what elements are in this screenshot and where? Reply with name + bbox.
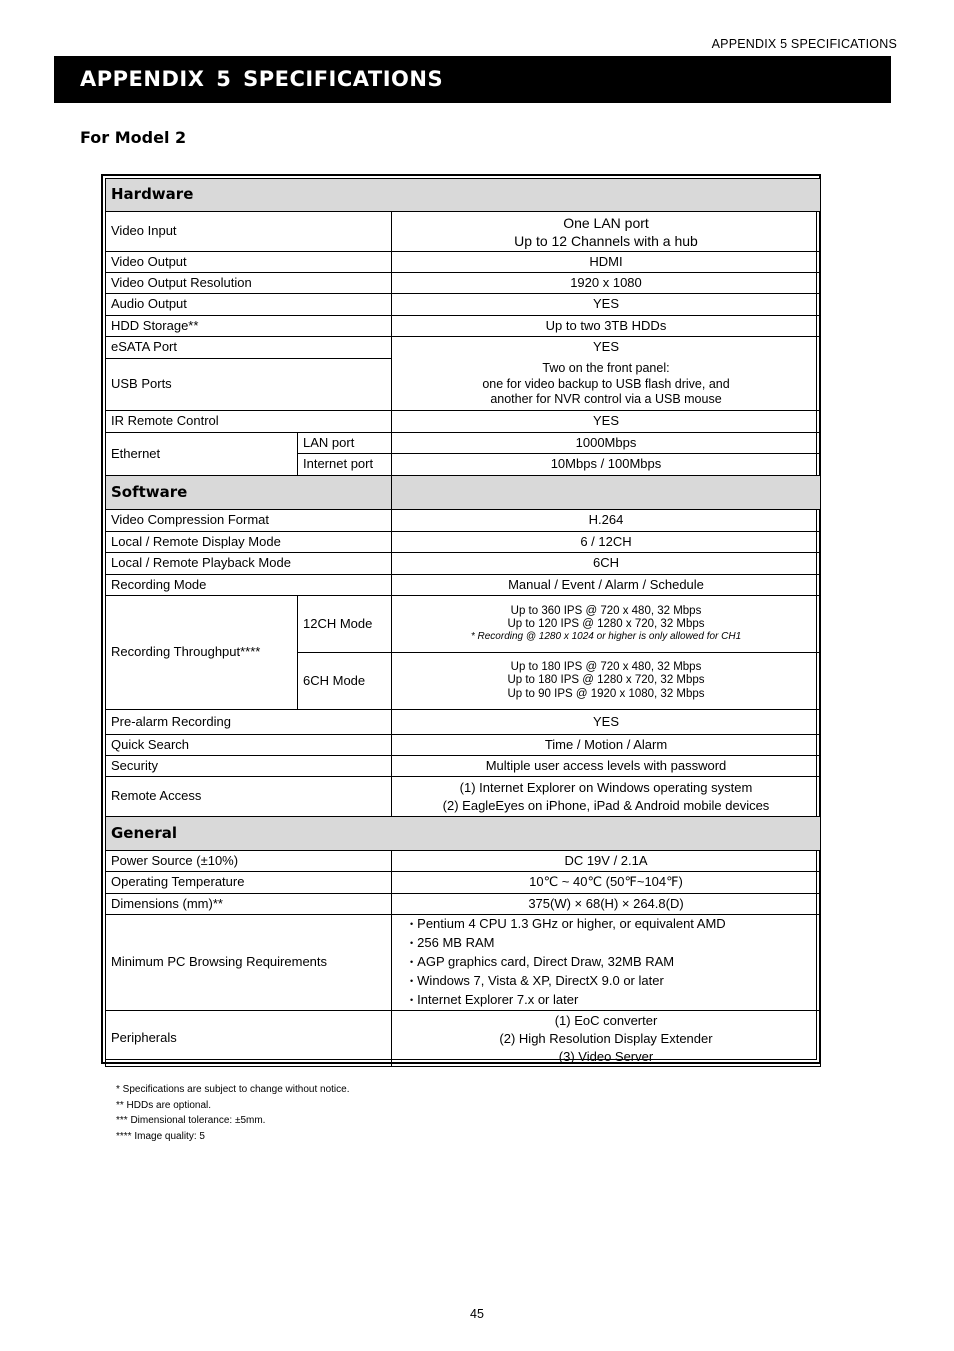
row-label: Security <box>106 756 392 777</box>
section-hardware <box>106 179 821 212</box>
row-label: Dimensions (mm)** <box>106 894 392 915</box>
row-value <box>392 1011 821 1067</box>
row-value: 1920 x 1080 <box>392 273 821 294</box>
section-general <box>106 817 821 851</box>
value-line: one for video backup to USB flash drive, and <box>482 376 730 391</box>
row-value: YES <box>392 411 821 433</box>
value-line: Two on the front panel: <box>542 361 670 375</box>
row-value: HDMI <box>392 252 821 273</box>
row-value: Multiple user access levels with password <box>392 756 821 777</box>
section-blank <box>392 476 821 510</box>
value-line: Up to 360 IPS @ 720 x 480, 32 Mbps <box>510 605 702 618</box>
row-value: DC 19V / 2.1A <box>392 851 821 872</box>
table-row <box>106 872 821 894</box>
table-row <box>106 411 821 433</box>
row-label: Quick Search <box>106 735 392 756</box>
row-label: Video Input <box>106 212 392 252</box>
value-line: (1) EoC converter <box>554 1012 658 1028</box>
list-item: • Windows 7, Vista & XP, DirectX 9.0 or later <box>410 972 815 991</box>
recording-note: * Recording @ 1280 x 1024 or higher is only allowed for CH1 <box>470 631 742 643</box>
table-row <box>106 1011 821 1067</box>
row-label: Video Output <box>106 252 392 273</box>
footnote: **** Image quality: 5 <box>116 1131 205 1143</box>
row-label: Recording Mode <box>106 575 392 596</box>
row-label: Local / Remote Display Mode <box>106 532 392 553</box>
row-label: Audio Output <box>106 294 392 316</box>
list-item: • AGP graphics card, Direct Draw, 32MB RAM <box>410 953 815 972</box>
row-label: Remote Access <box>106 777 392 817</box>
table-row <box>106 710 821 735</box>
table-row <box>106 212 821 252</box>
row-label: Peripherals <box>106 1011 392 1067</box>
page-title: APPENDIX 5 SPECIFICATIONS <box>80 67 444 91</box>
row-value: 6CH <box>392 553 821 575</box>
row-value <box>392 359 821 411</box>
value-line: (2) EagleEyes on iPhone, iPad & Android mobile devices <box>442 797 770 813</box>
row-label: Ethernet <box>106 433 298 476</box>
value-line: (2) High Resolution Display Extender <box>499 1030 713 1046</box>
row-value <box>392 915 821 1011</box>
row-label: Power Source (±10%) <box>106 851 392 872</box>
row-value: 10Mbps / 100Mbps <box>392 454 821 476</box>
row-label: Video Compression Format <box>106 510 392 532</box>
table-row <box>106 894 821 915</box>
row-value: Manual / Event / Alarm / Schedule <box>392 575 821 596</box>
table-row <box>106 532 821 553</box>
footnote: ** HDDs are optional. <box>116 1099 212 1111</box>
table-row <box>106 510 821 532</box>
table-row <box>106 294 821 316</box>
row-value <box>392 653 821 710</box>
table-row <box>106 596 821 653</box>
list-item: • 256 MB RAM <box>410 934 815 953</box>
table-row <box>106 273 821 294</box>
value-line: Up to 120 IPS @ 1280 x 720, 32 Mbps <box>507 618 705 631</box>
row-label: Pre-alarm Recording <box>106 710 392 735</box>
footnotes <box>116 1082 349 1145</box>
value-line: One LAN port <box>563 214 649 231</box>
section-heading: Software <box>106 476 392 510</box>
table-row <box>106 915 821 1011</box>
row-label: USB Ports <box>106 359 392 411</box>
sub-label: 6CH Mode <box>298 653 392 710</box>
row-label: IR Remote Control <box>106 411 392 433</box>
row-value: H.264 <box>392 510 821 532</box>
row-value: 10℃ ~ 40℃ (50℉~104℉) <box>392 872 821 894</box>
table-row <box>106 337 821 359</box>
row-label: Video Output Resolution <box>106 273 392 294</box>
value-line: Up to 180 IPS @ 1280 x 720, 32 Mbps <box>507 674 705 687</box>
footnote: *** Dimensional tolerance: ±5mm. <box>116 1115 266 1127</box>
spec-table <box>105 178 821 1067</box>
row-value: YES <box>392 710 821 735</box>
table-row <box>106 851 821 872</box>
section-heading: Hardware <box>106 179 821 212</box>
row-value <box>392 596 821 653</box>
value-line: another for NVR control via a USB mouse <box>490 392 722 406</box>
list-item: • Internet Explorer 7.x or later <box>410 991 815 1010</box>
table-row <box>106 359 821 411</box>
sub-label: Internet port <box>298 454 392 476</box>
row-value: YES <box>392 294 821 316</box>
model-heading: For Model 2 <box>80 128 187 147</box>
row-label: HDD Storage** <box>106 316 392 337</box>
section-heading: General <box>106 817 821 851</box>
value-line: (1) Internet Explorer on Windows operating system <box>459 779 753 795</box>
table-row <box>106 777 821 817</box>
footnote: * Specifications are subject to change without notice. <box>116 1084 350 1095</box>
row-value: Time / Motion / Alarm <box>392 735 821 756</box>
table-row <box>106 575 821 596</box>
row-label: eSATA Port <box>106 337 392 359</box>
section-software <box>106 476 821 510</box>
row-value: 6 / 12CH <box>392 532 821 553</box>
row-label: Operating Temperature <box>106 872 392 894</box>
title-bar <box>54 56 891 103</box>
value-line: Up to 90 IPS @ 1920 x 1080, 32 Mbps <box>507 687 705 700</box>
value-line: (3) Video Server <box>558 1048 654 1064</box>
value-line: Up to 12 Channels with a hub <box>514 232 698 249</box>
row-value: Up to two 3TB HDDs <box>392 316 821 337</box>
table-row <box>106 756 821 777</box>
row-label: Minimum PC Browsing Requirements <box>106 915 392 1011</box>
table-row <box>106 316 821 337</box>
row-label: Local / Remote Playback Mode <box>106 553 392 575</box>
row-value: YES <box>392 337 821 359</box>
row-value: 375(W) × 68(H) × 264.8(D) <box>392 894 821 915</box>
value-line: Up to 180 IPS @ 720 x 480, 32 Mbps <box>510 661 702 674</box>
table-row <box>106 433 821 454</box>
list-item: • Pentium 4 CPU 1.3 GHz or higher, or equivalent AMD <box>410 915 815 934</box>
running-header: APPENDIX 5 SPECIFICATIONS <box>711 37 897 51</box>
row-value <box>392 777 821 817</box>
sub-label: LAN port <box>298 433 392 454</box>
sub-label: 12CH Mode <box>298 596 392 653</box>
table-row <box>106 735 821 756</box>
table-row <box>106 553 821 575</box>
row-value: 1000Mbps <box>392 433 821 454</box>
page-number: 45 <box>470 1307 484 1321</box>
row-label: Recording Throughput**** <box>106 596 298 710</box>
row-value <box>392 212 821 252</box>
table-row <box>106 252 821 273</box>
